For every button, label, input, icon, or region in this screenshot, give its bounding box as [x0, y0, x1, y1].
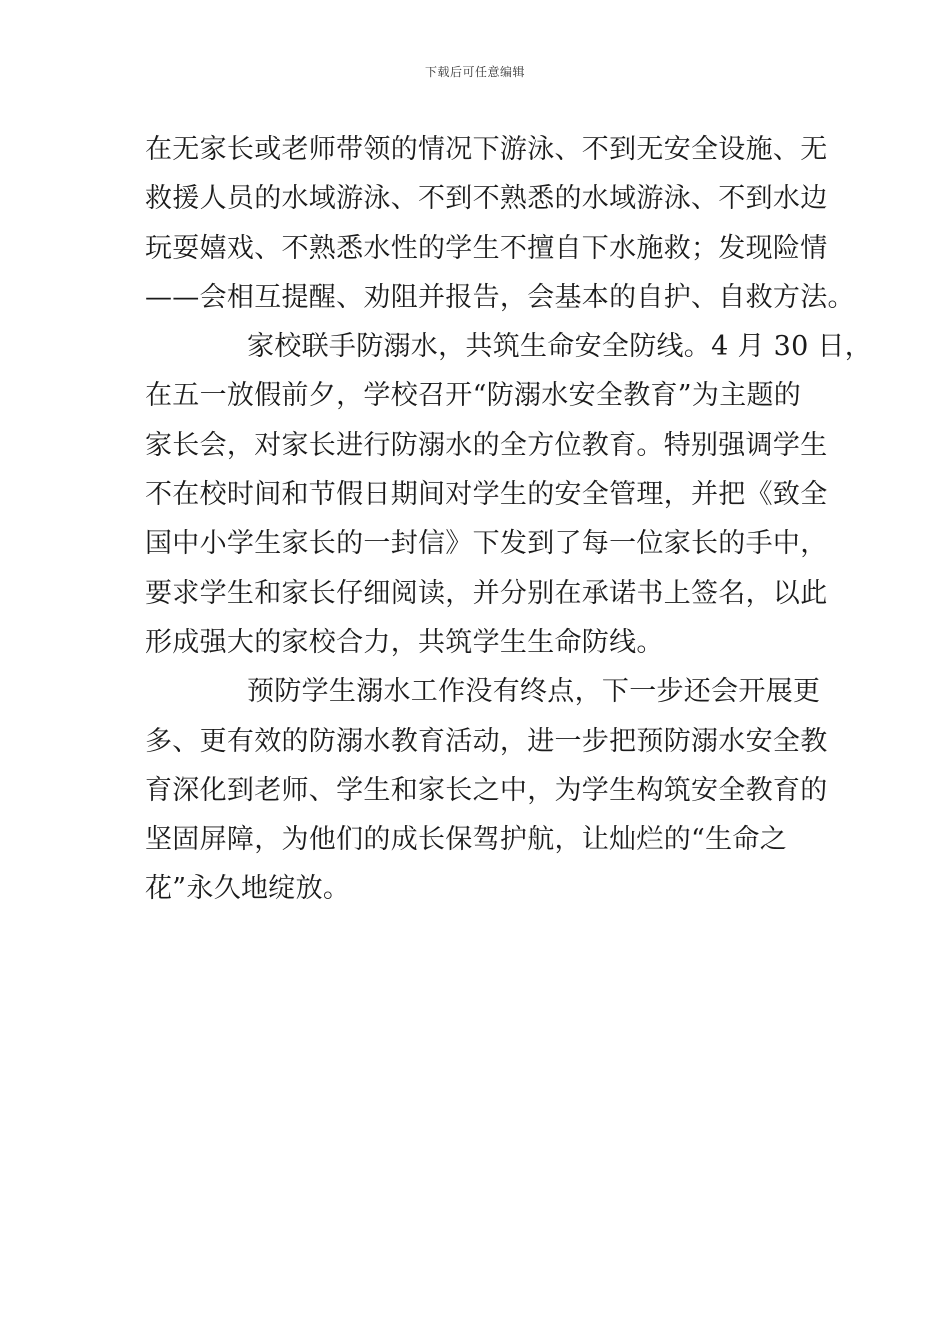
- paragraph-1: [145, 125, 855, 322]
- paragraph-line: 要求学生和家长仔细阅读，并分别在承诺书上签名，以此: [145, 577, 828, 609]
- paragraph-line: 救援人员的水域游泳、不到不熟悉的水域游泳、不到水边: [145, 183, 828, 215]
- paragraph-line: 玩耍嬉戏、不熟悉水性的学生不擅自下水施救；发现险情: [145, 232, 828, 264]
- paragraph-line: 家校联手防溺水，共筑生命安全防线。4 月 30 日，: [247, 331, 873, 363]
- paragraph-line: 形成强大的家校合力，共筑学生生命防线。: [145, 626, 664, 658]
- paragraph-line: ——会相互提醒、劝阻并报告，会基本的自护、自救方法。: [145, 281, 855, 313]
- paragraph-line: 多、更有效的防溺水教育活动，进一步把预防溺水安全教: [145, 725, 828, 757]
- paragraph-line: 预防学生溺水工作没有终点，下一步还会开展更: [247, 676, 821, 708]
- paragraph-line: 家长会，对家长进行防溺水的全方位教育。特别强调学生: [145, 429, 828, 461]
- paragraph-line: 在五一放假前夕，学校召开“防溺水安全教育”为主题的: [145, 380, 802, 412]
- paragraph-line: 花”永久地绽放。: [145, 873, 351, 905]
- paragraph-line: 育深化到老师、学生和家长之中，为学生构筑安全教育的: [145, 774, 828, 806]
- paragraph-line: 坚固屏障，为他们的成长保驾护航，让灿烂的“生命之: [145, 824, 788, 856]
- page-header: 下载后可任意编辑: [424, 65, 525, 79]
- document-body: [145, 125, 873, 914]
- paragraph-line: 不在校时间和节假日期间对学生的安全管理，并把《致全: [145, 479, 828, 511]
- paragraph-2: [145, 322, 873, 667]
- paragraph-line: 在无家长或老师带领的情况下游泳、不到无安全设施、无: [145, 134, 828, 165]
- paragraph-3: [145, 667, 828, 913]
- paragraph-line: 国中小学生家长的一封信》下发到了每一位家长的手中，: [145, 528, 828, 560]
